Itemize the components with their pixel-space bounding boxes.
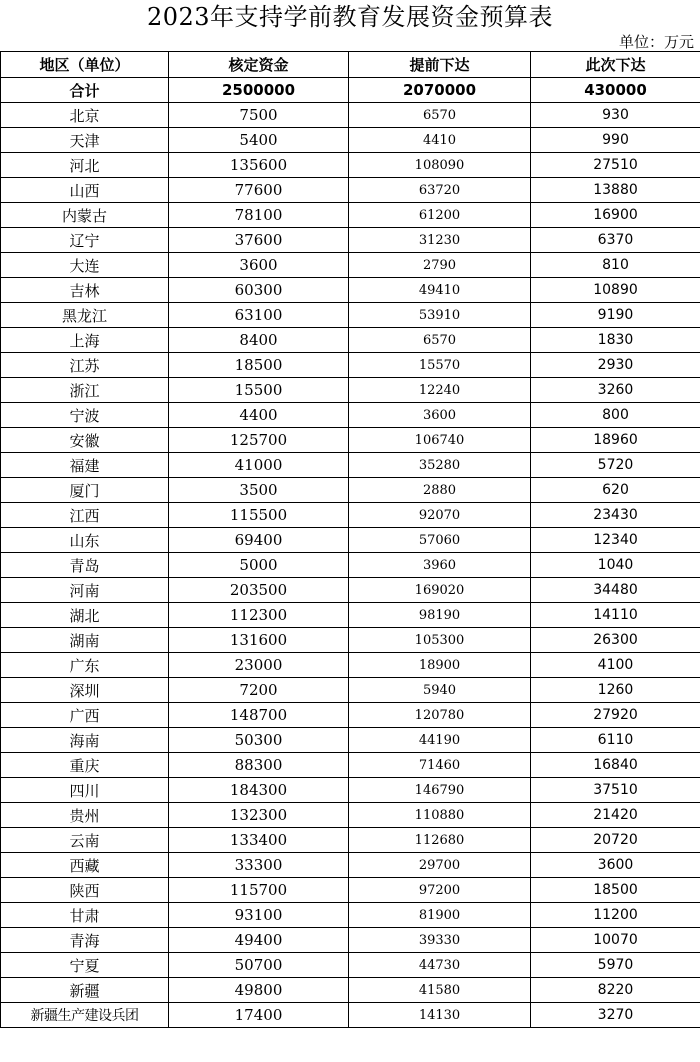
advance-cell: 2880 <box>349 478 531 503</box>
current-cell: 10890 <box>531 278 700 303</box>
approved-cell: 88300 <box>169 753 349 778</box>
advance-cell: 106740 <box>349 428 531 453</box>
approved-cell: 132300 <box>169 803 349 828</box>
table-row <box>1 278 700 303</box>
approved-cell: 15500 <box>169 378 349 403</box>
table-row <box>1 153 700 178</box>
current-cell: 8220 <box>531 978 700 1003</box>
region-cell: 浙江 <box>1 378 169 403</box>
table-row <box>1 428 700 453</box>
total-advance: 2070000 <box>349 78 531 103</box>
current-cell: 9190 <box>531 303 700 328</box>
region-cell: 广西 <box>1 703 169 728</box>
current-cell: 18960 <box>531 428 700 453</box>
advance-cell: 12240 <box>349 378 531 403</box>
region-cell: 宁夏 <box>1 953 169 978</box>
current-cell: 12340 <box>531 528 700 553</box>
header-approved-funds: 核定资金 <box>169 52 349 78</box>
header-advance-allocation: 提前下达 <box>349 52 531 78</box>
table-row <box>1 178 700 203</box>
approved-cell: 125700 <box>169 428 349 453</box>
approved-cell: 131600 <box>169 628 349 653</box>
region-cell: 山东 <box>1 528 169 553</box>
region-cell: 辽宁 <box>1 228 169 253</box>
current-cell: 16900 <box>531 203 700 228</box>
approved-cell: 4400 <box>169 403 349 428</box>
current-cell: 27510 <box>531 153 700 178</box>
current-cell: 26300 <box>531 628 700 653</box>
table-row <box>1 953 700 978</box>
current-cell: 13880 <box>531 178 700 203</box>
table-row <box>1 978 700 1003</box>
approved-cell: 5400 <box>169 128 349 153</box>
table-row <box>1 653 700 678</box>
current-cell: 10070 <box>531 928 700 953</box>
table-row <box>1 503 700 528</box>
current-cell: 810 <box>531 253 700 278</box>
approved-cell: 37600 <box>169 228 349 253</box>
current-cell: 37510 <box>531 778 700 803</box>
table-row <box>1 528 700 553</box>
current-cell: 5970 <box>531 953 700 978</box>
region-cell: 安徽 <box>1 428 169 453</box>
header-current-allocation: 此次下达 <box>531 52 700 78</box>
current-cell: 23430 <box>531 503 700 528</box>
unit-label: 单位：万元 <box>618 33 694 51</box>
approved-cell: 7500 <box>169 103 349 128</box>
total-label: 合计 <box>1 78 169 103</box>
current-cell: 4100 <box>531 653 700 678</box>
header-row <box>1 52 700 78</box>
advance-cell: 97200 <box>349 878 531 903</box>
table-row <box>1 603 700 628</box>
region-cell: 福建 <box>1 453 169 478</box>
region-cell: 青海 <box>1 928 169 953</box>
approved-cell: 133400 <box>169 828 349 853</box>
current-cell: 990 <box>531 128 700 153</box>
region-cell: 上海 <box>1 328 169 353</box>
table-row <box>1 453 700 478</box>
current-cell: 14110 <box>531 603 700 628</box>
total-current: 430000 <box>531 78 700 103</box>
current-cell: 5720 <box>531 453 700 478</box>
table-row <box>1 128 700 153</box>
table-row <box>1 403 700 428</box>
region-cell: 云南 <box>1 828 169 853</box>
advance-cell: 35280 <box>349 453 531 478</box>
approved-cell: 60300 <box>169 278 349 303</box>
advance-cell: 44730 <box>349 953 531 978</box>
current-cell: 34480 <box>531 578 700 603</box>
advance-cell: 169020 <box>349 578 531 603</box>
region-cell: 青岛 <box>1 553 169 578</box>
table-row <box>1 1003 700 1028</box>
advance-cell: 146790 <box>349 778 531 803</box>
table-row <box>1 103 700 128</box>
table-row <box>1 878 700 903</box>
approved-cell: 23000 <box>169 653 349 678</box>
approved-cell: 115500 <box>169 503 349 528</box>
page-title: 2023年支持学前教育发展资金预算表 <box>146 3 554 31</box>
table-row <box>1 353 700 378</box>
advance-cell: 92070 <box>349 503 531 528</box>
advance-cell: 29700 <box>349 853 531 878</box>
advance-cell: 39330 <box>349 928 531 953</box>
approved-cell: 8400 <box>169 328 349 353</box>
region-cell: 天津 <box>1 128 169 153</box>
current-cell: 3600 <box>531 853 700 878</box>
current-cell: 3270 <box>531 1003 700 1028</box>
total-approved: 2500000 <box>169 78 349 103</box>
region-cell: 黑龙江 <box>1 303 169 328</box>
region-cell: 甘肃 <box>1 903 169 928</box>
approved-cell: 33300 <box>169 853 349 878</box>
table-row <box>1 703 700 728</box>
advance-cell: 5940 <box>349 678 531 703</box>
current-cell: 2930 <box>531 353 700 378</box>
advance-cell: 108090 <box>349 153 531 178</box>
advance-cell: 81900 <box>349 903 531 928</box>
advance-cell: 31230 <box>349 228 531 253</box>
table-row <box>1 803 700 828</box>
advance-cell: 6570 <box>349 103 531 128</box>
region-cell: 河北 <box>1 153 169 178</box>
region-cell: 新疆生产建设兵团 <box>1 1003 169 1028</box>
region-cell: 北京 <box>1 103 169 128</box>
advance-cell: 18900 <box>349 653 531 678</box>
approved-cell: 3600 <box>169 253 349 278</box>
region-cell: 厦门 <box>1 478 169 503</box>
current-cell: 18500 <box>531 878 700 903</box>
table-row <box>1 203 700 228</box>
approved-cell: 50300 <box>169 728 349 753</box>
table-row <box>1 928 700 953</box>
advance-cell: 3600 <box>349 403 531 428</box>
advance-cell: 49410 <box>349 278 531 303</box>
approved-cell: 184300 <box>169 778 349 803</box>
current-cell: 620 <box>531 478 700 503</box>
table-row <box>1 678 700 703</box>
region-cell: 湖南 <box>1 628 169 653</box>
region-cell: 湖北 <box>1 603 169 628</box>
approved-cell: 17400 <box>169 1003 349 1028</box>
approved-cell: 50700 <box>169 953 349 978</box>
approved-cell: 63100 <box>169 303 349 328</box>
advance-cell: 98190 <box>349 603 531 628</box>
approved-cell: 148700 <box>169 703 349 728</box>
table-row <box>1 578 700 603</box>
total-row <box>1 78 700 103</box>
current-cell: 11200 <box>531 903 700 928</box>
table-row <box>1 478 700 503</box>
table-row <box>1 328 700 353</box>
region-cell: 河南 <box>1 578 169 603</box>
advance-cell: 6570 <box>349 328 531 353</box>
approved-cell: 78100 <box>169 203 349 228</box>
table-row <box>1 753 700 778</box>
advance-cell: 2790 <box>349 253 531 278</box>
table-row <box>1 253 700 278</box>
current-cell: 27920 <box>531 703 700 728</box>
advance-cell: 3960 <box>349 553 531 578</box>
approved-cell: 41000 <box>169 453 349 478</box>
approved-cell: 112300 <box>169 603 349 628</box>
region-cell: 山西 <box>1 178 169 203</box>
advance-cell: 63720 <box>349 178 531 203</box>
table-row <box>1 378 700 403</box>
advance-cell: 14130 <box>349 1003 531 1028</box>
region-cell: 江西 <box>1 503 169 528</box>
table-row <box>1 303 700 328</box>
advance-cell: 110880 <box>349 803 531 828</box>
region-cell: 新疆 <box>1 978 169 1003</box>
region-cell: 宁波 <box>1 403 169 428</box>
region-cell: 贵州 <box>1 803 169 828</box>
current-cell: 6370 <box>531 228 700 253</box>
current-cell: 21420 <box>531 803 700 828</box>
current-cell: 1260 <box>531 678 700 703</box>
current-cell: 930 <box>531 103 700 128</box>
region-cell: 江苏 <box>1 353 169 378</box>
advance-cell: 53910 <box>349 303 531 328</box>
region-cell: 陕西 <box>1 878 169 903</box>
table-row <box>1 778 700 803</box>
table-row <box>1 628 700 653</box>
advance-cell: 41580 <box>349 978 531 1003</box>
current-cell: 1040 <box>531 553 700 578</box>
approved-cell: 49400 <box>169 928 349 953</box>
table-row <box>1 228 700 253</box>
approved-cell: 5000 <box>169 553 349 578</box>
approved-cell: 49800 <box>169 978 349 1003</box>
advance-cell: 71460 <box>349 753 531 778</box>
table-row <box>1 903 700 928</box>
advance-cell: 105300 <box>349 628 531 653</box>
region-cell: 重庆 <box>1 753 169 778</box>
header-region: 地区（单位） <box>1 52 169 78</box>
table-row <box>1 853 700 878</box>
budget-table <box>0 51 700 1028</box>
current-cell: 1830 <box>531 328 700 353</box>
current-cell: 16840 <box>531 753 700 778</box>
approved-cell: 18500 <box>169 353 349 378</box>
current-cell: 800 <box>531 403 700 428</box>
advance-cell: 61200 <box>349 203 531 228</box>
current-cell: 3260 <box>531 378 700 403</box>
region-cell: 广东 <box>1 653 169 678</box>
region-cell: 西藏 <box>1 853 169 878</box>
table-row <box>1 828 700 853</box>
advance-cell: 4410 <box>349 128 531 153</box>
approved-cell: 7200 <box>169 678 349 703</box>
region-cell: 大连 <box>1 253 169 278</box>
approved-cell: 69400 <box>169 528 349 553</box>
advance-cell: 120780 <box>349 703 531 728</box>
approved-cell: 203500 <box>169 578 349 603</box>
approved-cell: 3500 <box>169 478 349 503</box>
region-cell: 吉林 <box>1 278 169 303</box>
region-cell: 内蒙古 <box>1 203 169 228</box>
current-cell: 20720 <box>531 828 700 853</box>
region-cell: 海南 <box>1 728 169 753</box>
advance-cell: 15570 <box>349 353 531 378</box>
current-cell: 6110 <box>531 728 700 753</box>
region-cell: 深圳 <box>1 678 169 703</box>
advance-cell: 57060 <box>349 528 531 553</box>
advance-cell: 44190 <box>349 728 531 753</box>
region-cell: 四川 <box>1 778 169 803</box>
table-row <box>1 728 700 753</box>
approved-cell: 77600 <box>169 178 349 203</box>
table-row <box>1 553 700 578</box>
approved-cell: 93100 <box>169 903 349 928</box>
advance-cell: 112680 <box>349 828 531 853</box>
approved-cell: 115700 <box>169 878 349 903</box>
approved-cell: 135600 <box>169 153 349 178</box>
